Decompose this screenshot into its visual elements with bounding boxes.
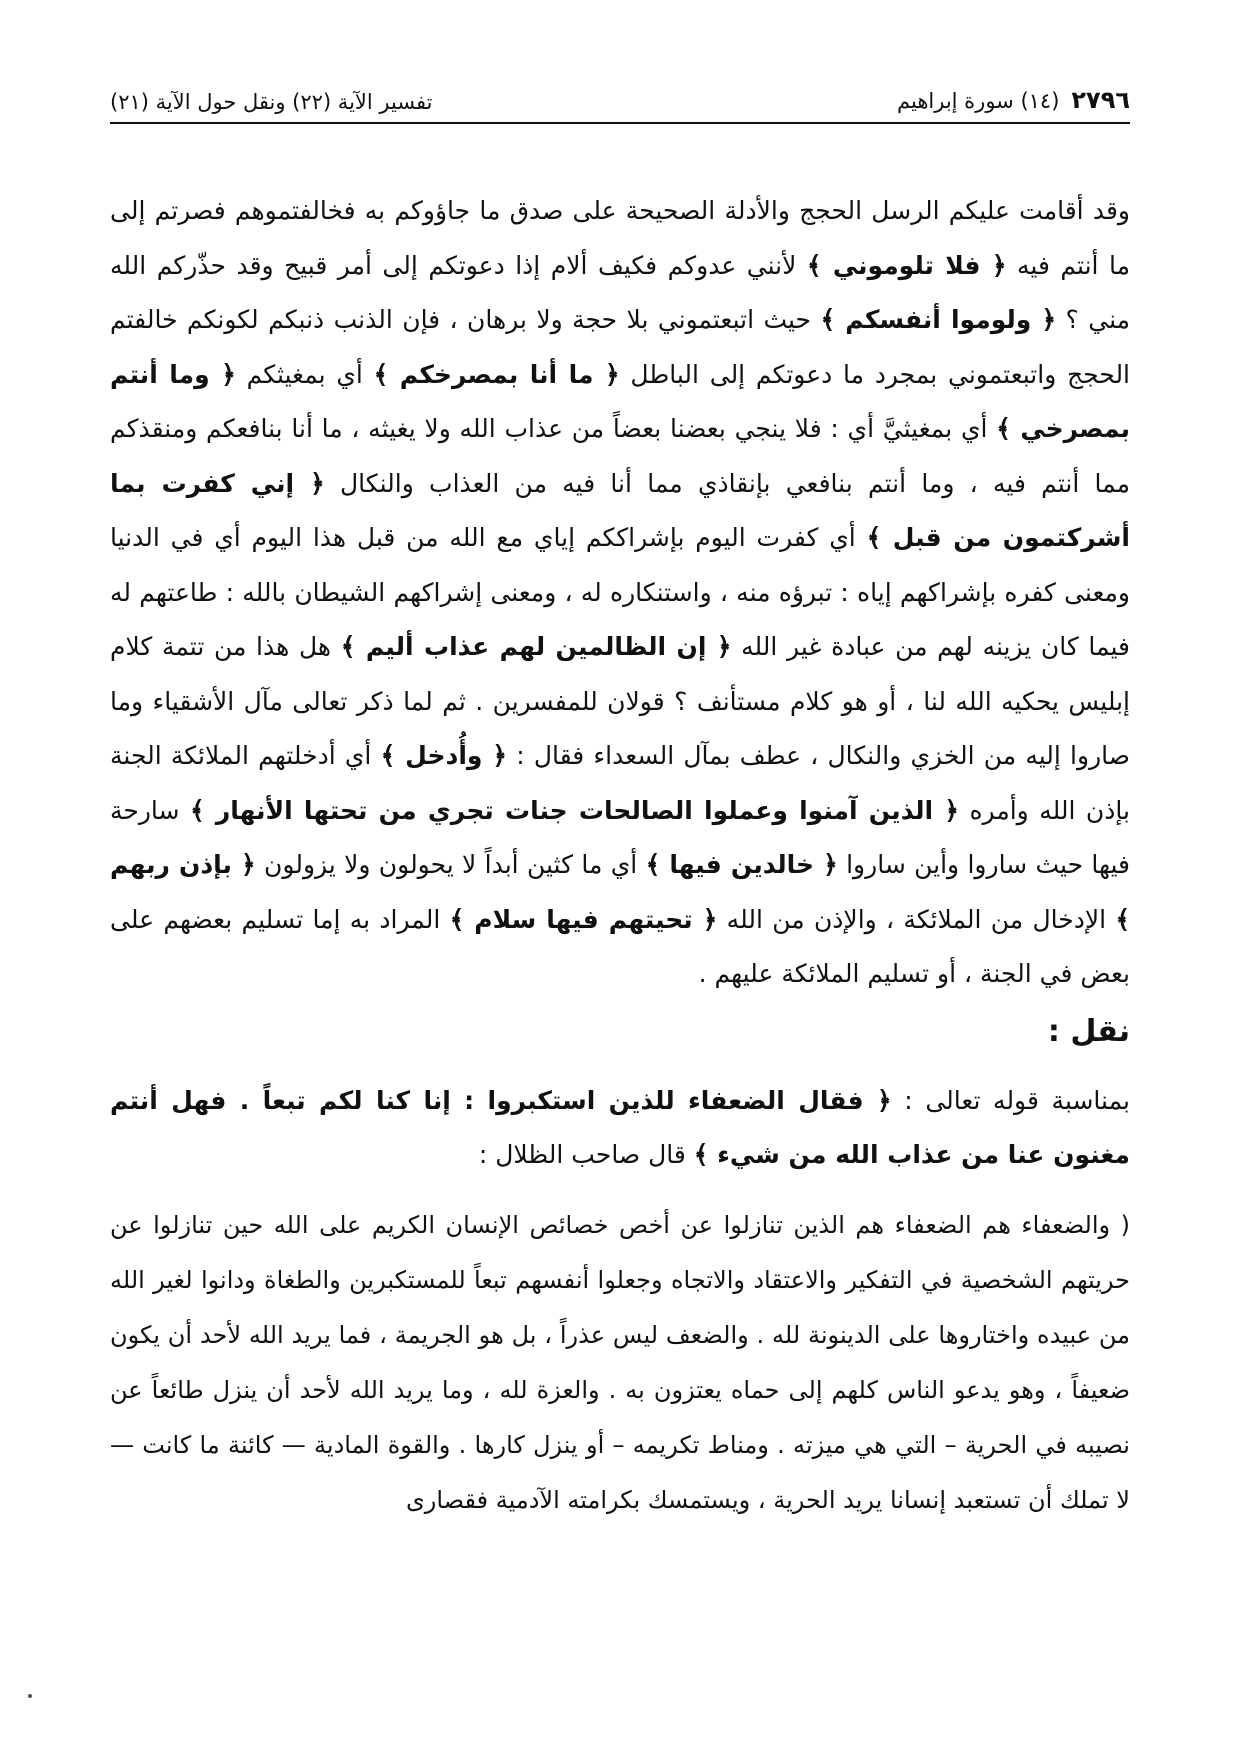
running-header — [110, 58, 1130, 124]
naql-heading: نقل : — [1047, 1013, 1130, 1049]
tafsir-text — [110, 184, 1130, 1002]
tafsir-segment: حيث اتبعتموني بلا حجة ولا برهان ، فإن الذنب ذنبكم لكونكم خالفتم الحجج واتبعتموني بمجرد ما دعوتكم إلى الباطل — [110, 305, 1131, 389]
quran-verse: ﴿ تحيتهم فيها سلام ﴾ — [449, 904, 718, 934]
tafsir-segment: أي بمغيثيَّ أي : فلا ينجي بعضنا بعضاً من عذاب الله ولا يغيثه ، ما أنا بنافعكم ومنقذكم مما أنتم فيه ، وما أنتم بنافعي بإنقاذي مما أنا فيه من العذاب والنكال — [110, 414, 1130, 498]
tafsir-segment: هل هذا من تتمة كلام إبليس يحكيه الله لنا ، أو هو كلام مستأنف ؟ قولان للمفسرين . ثم لما ذكر تعالى مآل الأشقياء وما صاروا إليه من الخزي والنكال ، عطف بمآل السعداء فقال : — [110, 632, 1130, 770]
quran-verse: ﴿ إن الظالمين لهم عذاب أليم ﴾ — [340, 632, 732, 661]
tafsir-segment: أي بمغيثكم — [235, 359, 374, 389]
margin-dot — [28, 1694, 32, 1698]
tafsir-segment: أي أدخلتهم الملائكة الجنة بإذن الله وأمره — [110, 741, 1130, 825]
quran-verse: ﴿ وأُدخل ﴾ — [380, 741, 508, 770]
tafsir-segment: سارحة فيها حيث ساروا وأين ساروا — [110, 795, 1131, 879]
tafsir-segment: أي كفرت اليوم بإشراككم إياي مع الله من قبل هذا اليوم أي في الدنيا ومعنى كفره بإشراكهم إياه : تبرؤه منه ، واستنكاره له ، ومعنى إشراكهم الشيطان بالله : طاعتهم له فيما كان يزينه لهم من عبادة غير الله — [110, 523, 1130, 661]
tafsir-segment: لأنني عدوكم فكيف ألام إذا دعوتكم إلى أمر قبيح وقد حذّركم الله مني ؟ — [110, 250, 1131, 334]
quran-verse: ﴿ ما أنا بمصرخكم ﴾ — [373, 359, 620, 389]
quran-verse: ﴿ بإذن ربهم ﴾ — [110, 850, 1131, 934]
tafsir-segment: الإدخال من الملائكة ، والإذن من الله — [717, 904, 1116, 934]
quran-verse: ﴿ خالدين فيها ﴾ — [645, 850, 838, 879]
zilal-quote: ( والضعفاء هم الضعفاء هم الذين تنازلوا عن أخص خصائص الإنسان الكريم على الله حين تنازلوا عن حريتهم الشخصية في التفكير والاعتقاد والاتجاه وجعلوا أنفسهم تبعاً للمستكبرين والطغاة ودانوا لغير الله من عبيده واختاروها على الدينونة لله . والضعف ليس عذراً ، بل هو الجريمة ، فما يريد الله لأحد أن يكون ضعيفاً ، وهو يدعو الناس كلهم إلى حماه يعتزون به . والعزة لله ، وما يريد الله لأحد أن ينزل طائعاً عن نصيبه في الحرية – التي هي ميزته . ومناط تكريمه – أو ينزل كارها . والقوة المادية — كائنة ما كانت — لا تملك أن تستعبد إنسانا يريد الحرية ، ويستمسك بكرامته الآدمية فقصارى — [110, 1210, 1130, 1514]
occasion-lead: بمناسبة قوله تعالى : — [891, 1085, 1131, 1115]
quran-verse: ﴿ فقال الضعفاء للذين استكبروا : إنا كنا لكم تبعاً . فهل أنتم مغنون عنا من عذاب الله من شيء ﴾ — [110, 1085, 1130, 1169]
book-page — [110, 58, 1130, 1708]
occasion-paragraph — [110, 1074, 1130, 1182]
tafsir-segment: المراد به إما تسليم بعضهم على بعض في الجنة ، أو تسليم الملائكة عليهم . — [110, 904, 1130, 988]
surah-name: (١٤) سورة إبراهيم — [897, 89, 1060, 113]
quran-verse: ﴿ وما أنتم بمصرخي ﴾ — [110, 359, 1130, 443]
quran-verse: ﴿ فلا تلوموني ﴾ — [806, 250, 1007, 280]
tafsir-paragraph — [110, 184, 1130, 1002]
tafsir-segment: وقد أقامت عليكم الرسل الحجج والأدلة الصحيحة على صدق ما جاؤوكم به فخالفتموهم فصرتم إلى ما أنتم فيه — [110, 196, 1131, 280]
page-number: ٢٧٩٦ — [1071, 86, 1130, 114]
tafsir-segment: أي ما كثين أبداً لا يحولون ولا يزولون — [255, 850, 646, 879]
quran-verse: ﴿ ولوموا أنفسكم ﴾ — [820, 305, 1057, 334]
occasion-tail: قال صاحب الظلال : — [478, 1139, 694, 1169]
quran-verse: ﴿ الذين آمنوا وعملوا الصالحات جنات تجري من تحتها الأنهار ﴾ — [189, 795, 959, 825]
section-title: تفسير الآية (٢٢) ونقل حول الآية (٢١) — [110, 90, 433, 114]
header-right-group — [897, 86, 1130, 114]
quran-verse: ﴿ إني كفرت بما أشركتمون من قبل ﴾ — [110, 468, 1130, 552]
